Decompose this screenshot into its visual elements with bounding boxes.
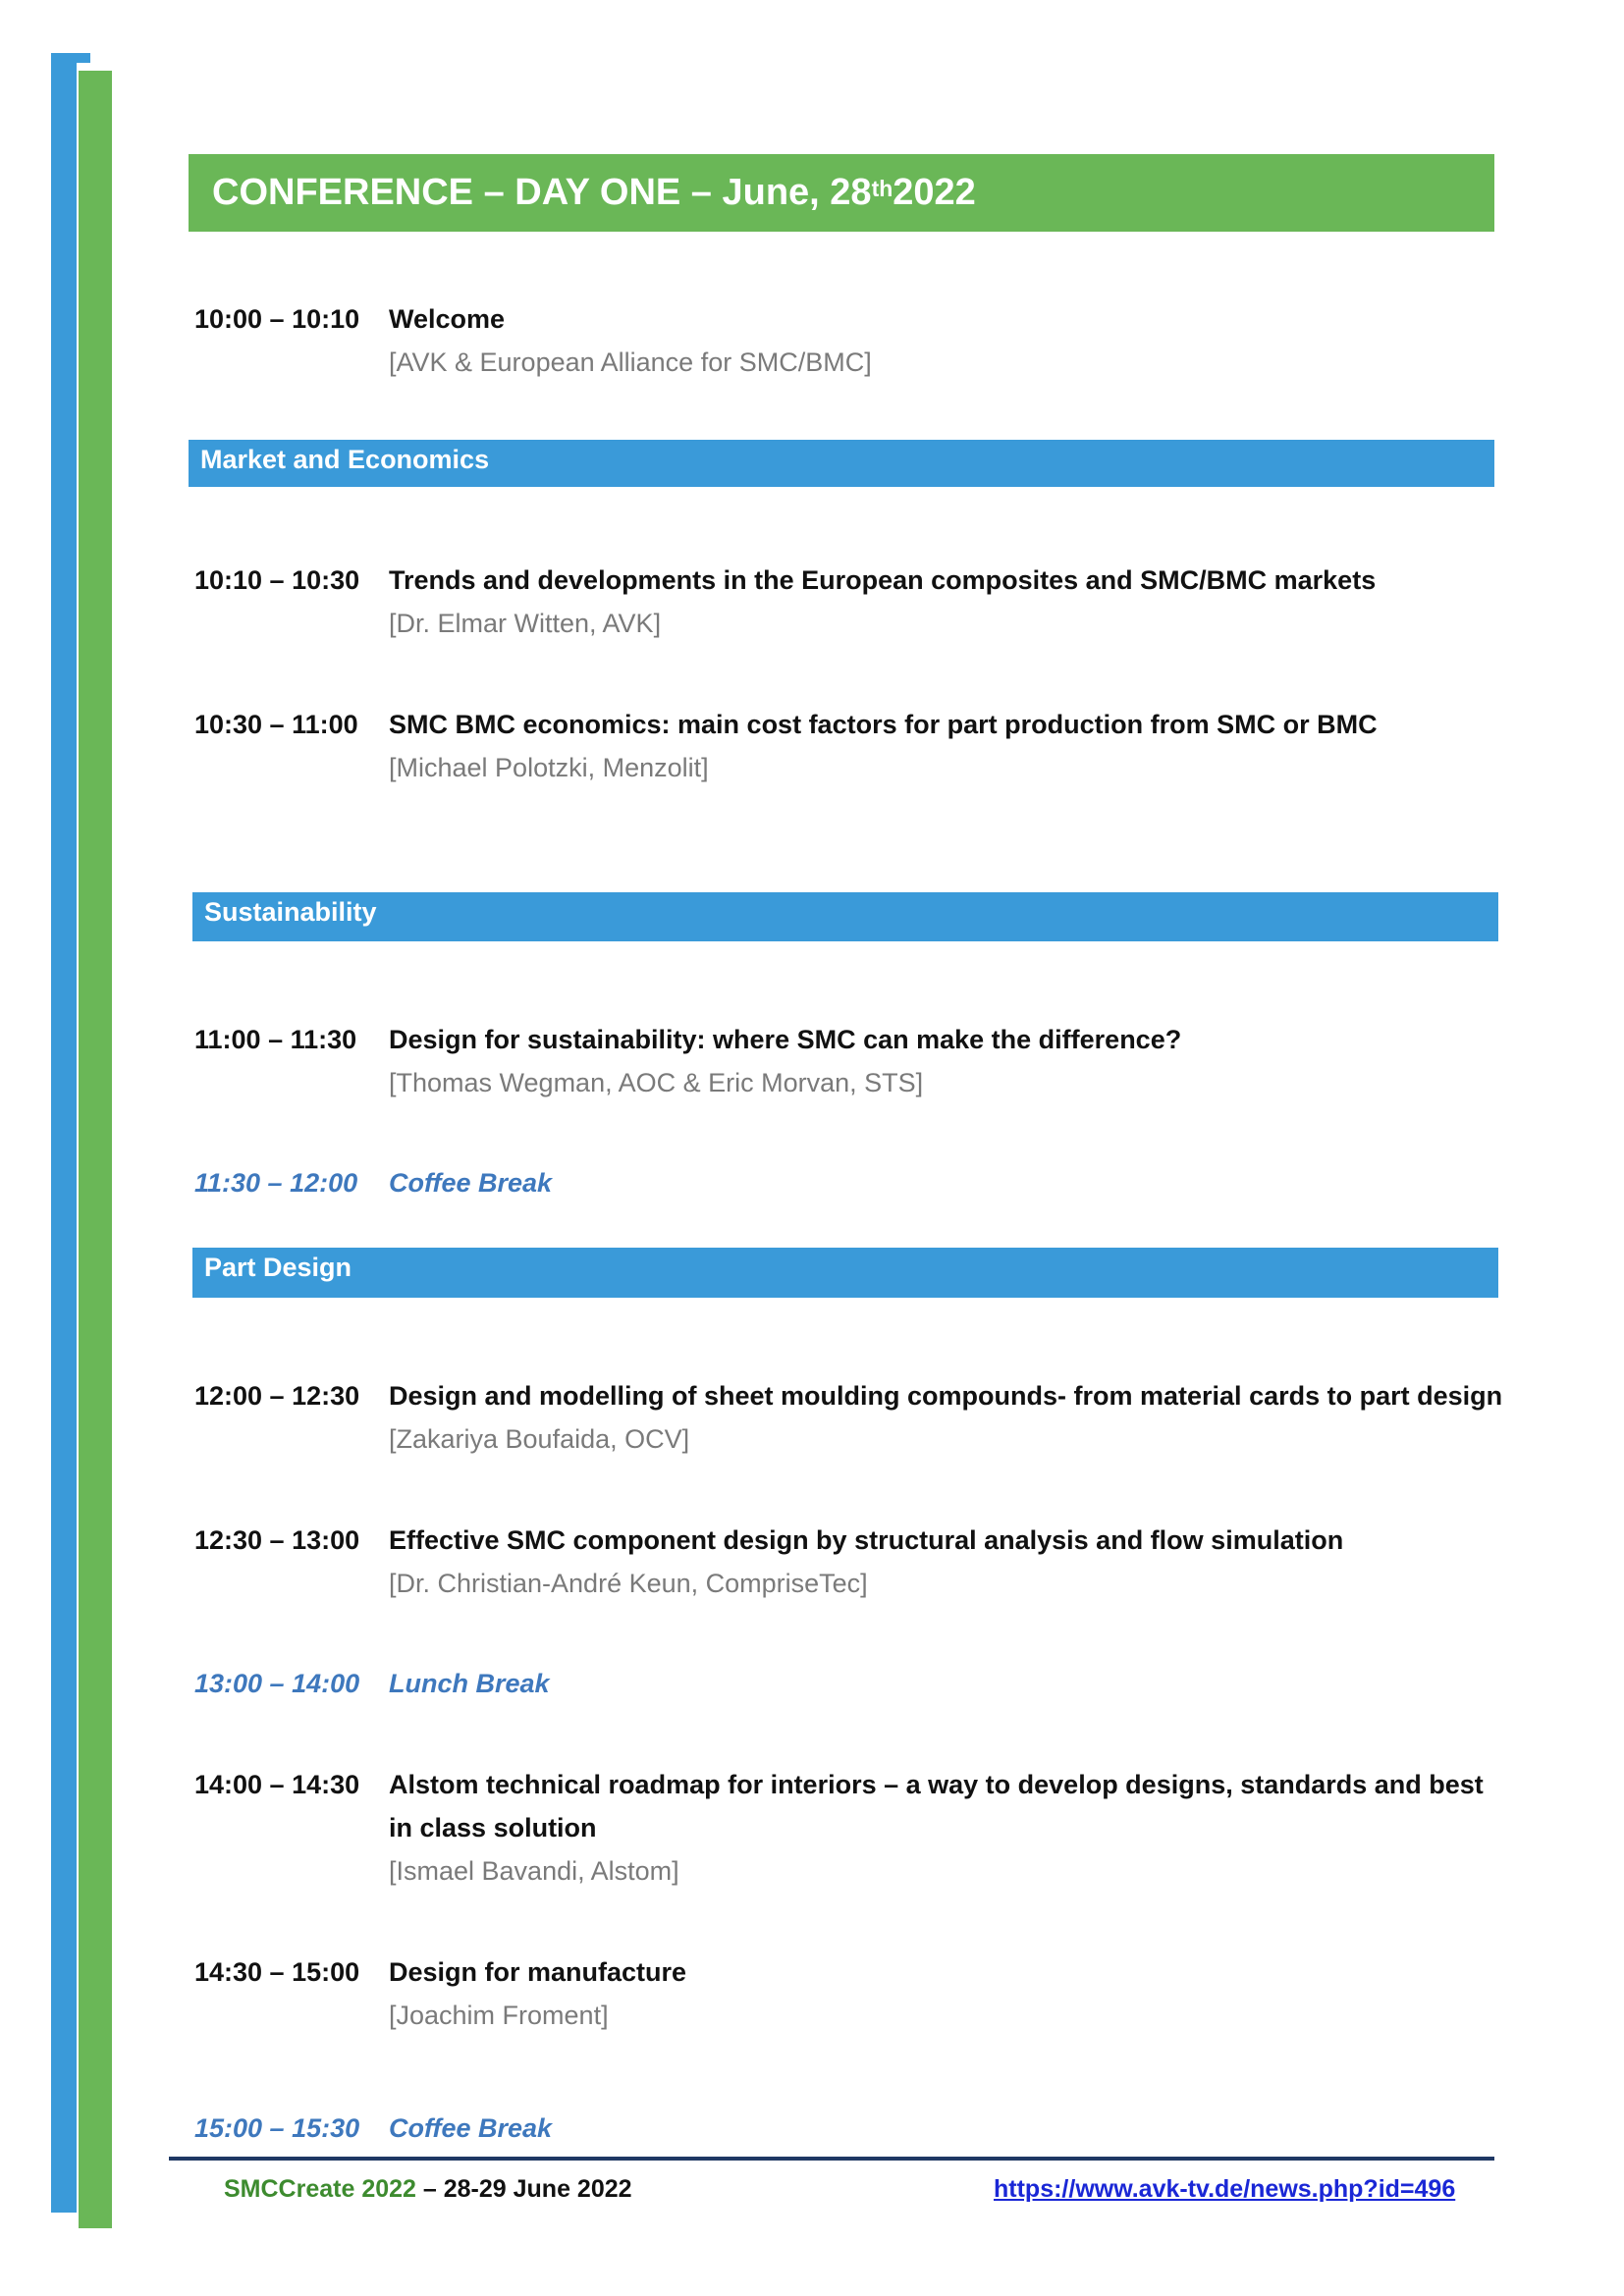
session-title: Design for sustainability: where SMC can make the difference? xyxy=(389,1025,1182,1054)
session-time: 10:00 – 10:10 xyxy=(194,304,360,334)
session-block xyxy=(389,1763,1489,1893)
day-banner xyxy=(189,154,1494,232)
session-time: 14:30 – 15:00 xyxy=(194,1957,360,1987)
session-title: Design and modelling of sheet moulding compounds- from material cards to part design xyxy=(389,1381,1503,1411)
footer-rule xyxy=(169,2157,1494,2161)
session-speaker: [Thomas Wegman, AOC & Eric Morvan, STS] xyxy=(389,1068,924,1097)
session-time: 12:00 – 12:30 xyxy=(194,1381,360,1411)
session-speaker: [Ismael Bavandi, Alstom] xyxy=(389,1856,679,1886)
session-title: Welcome xyxy=(389,304,506,334)
footer-event xyxy=(224,2175,632,2204)
session-speaker: [Joachim Froment] xyxy=(389,2001,609,2030)
session-title: Alstom technical roadmap for interiors – a way to develop designs, standards and best in class solution xyxy=(389,1770,1484,1842)
session-speaker: [Dr. Christian-André Keun, CompriseTec] xyxy=(389,1569,868,1598)
break-title: Coffee Break xyxy=(389,1168,553,1198)
session-title: SMC BMC economics: main cost factors for part production from SMC or BMC xyxy=(389,710,1378,739)
session-time: 12:30 – 13:00 xyxy=(194,1525,360,1555)
session-block xyxy=(389,703,1508,789)
left-green-stripe xyxy=(79,71,112,2228)
section-part-design: Part Design xyxy=(192,1248,1498,1298)
left-blue-stripe xyxy=(51,53,77,2213)
session-block xyxy=(389,559,1508,645)
footer-link[interactable]: https://www.avk-tv.de/news.php?id=496 xyxy=(994,2175,1456,2203)
session-time: 14:00 – 14:30 xyxy=(194,1770,360,1799)
session-speaker: [Zakariya Boufaida, OCV] xyxy=(389,1424,690,1454)
session-block xyxy=(389,1950,1508,2037)
break-title: Lunch Break xyxy=(389,1669,550,1698)
day-banner-sup: th xyxy=(871,176,893,201)
left-blue-stripe-cap xyxy=(51,53,90,63)
session-speaker: [Dr. Elmar Witten, AVK] xyxy=(389,609,662,638)
section-market-economics: Market and Economics xyxy=(189,440,1494,487)
session-block xyxy=(389,297,1508,384)
session-block xyxy=(389,1519,1508,1605)
break-title: Coffee Break xyxy=(389,2113,553,2143)
break-time: 15:00 – 15:30 xyxy=(194,2113,360,2143)
footer-dates: – 28-29 June 2022 xyxy=(415,2175,632,2203)
session-title: Design for manufacture xyxy=(389,1957,687,1987)
session-block xyxy=(389,1374,1508,1461)
break-time: 13:00 – 14:00 xyxy=(194,1669,360,1698)
session-speaker: [Michael Polotzki, Menzolit] xyxy=(389,753,709,782)
break-time: 11:30 – 12:00 xyxy=(194,1168,358,1198)
section-sustainability: Sustainability xyxy=(192,892,1498,941)
footer-brand: SMCCreate 2022 xyxy=(224,2175,416,2203)
session-time: 10:30 – 11:00 xyxy=(194,710,358,739)
session-title: Trends and developments in the European composites and SMC/BMC markets xyxy=(389,565,1377,595)
session-time: 11:00 – 11:30 xyxy=(194,1025,357,1054)
session-block xyxy=(389,1018,1508,1104)
day-banner-title: CONFERENCE – DAY ONE – June, 28 xyxy=(212,172,872,213)
session-time: 10:10 – 10:30 xyxy=(194,565,360,595)
session-title: Effective SMC component design by structural analysis and flow simulation xyxy=(389,1525,1344,1555)
day-banner-year: 2022 xyxy=(893,172,976,213)
session-speaker: [AVK & European Alliance for SMC/BMC] xyxy=(389,347,872,377)
left-green-stripe-cap xyxy=(79,71,112,79)
